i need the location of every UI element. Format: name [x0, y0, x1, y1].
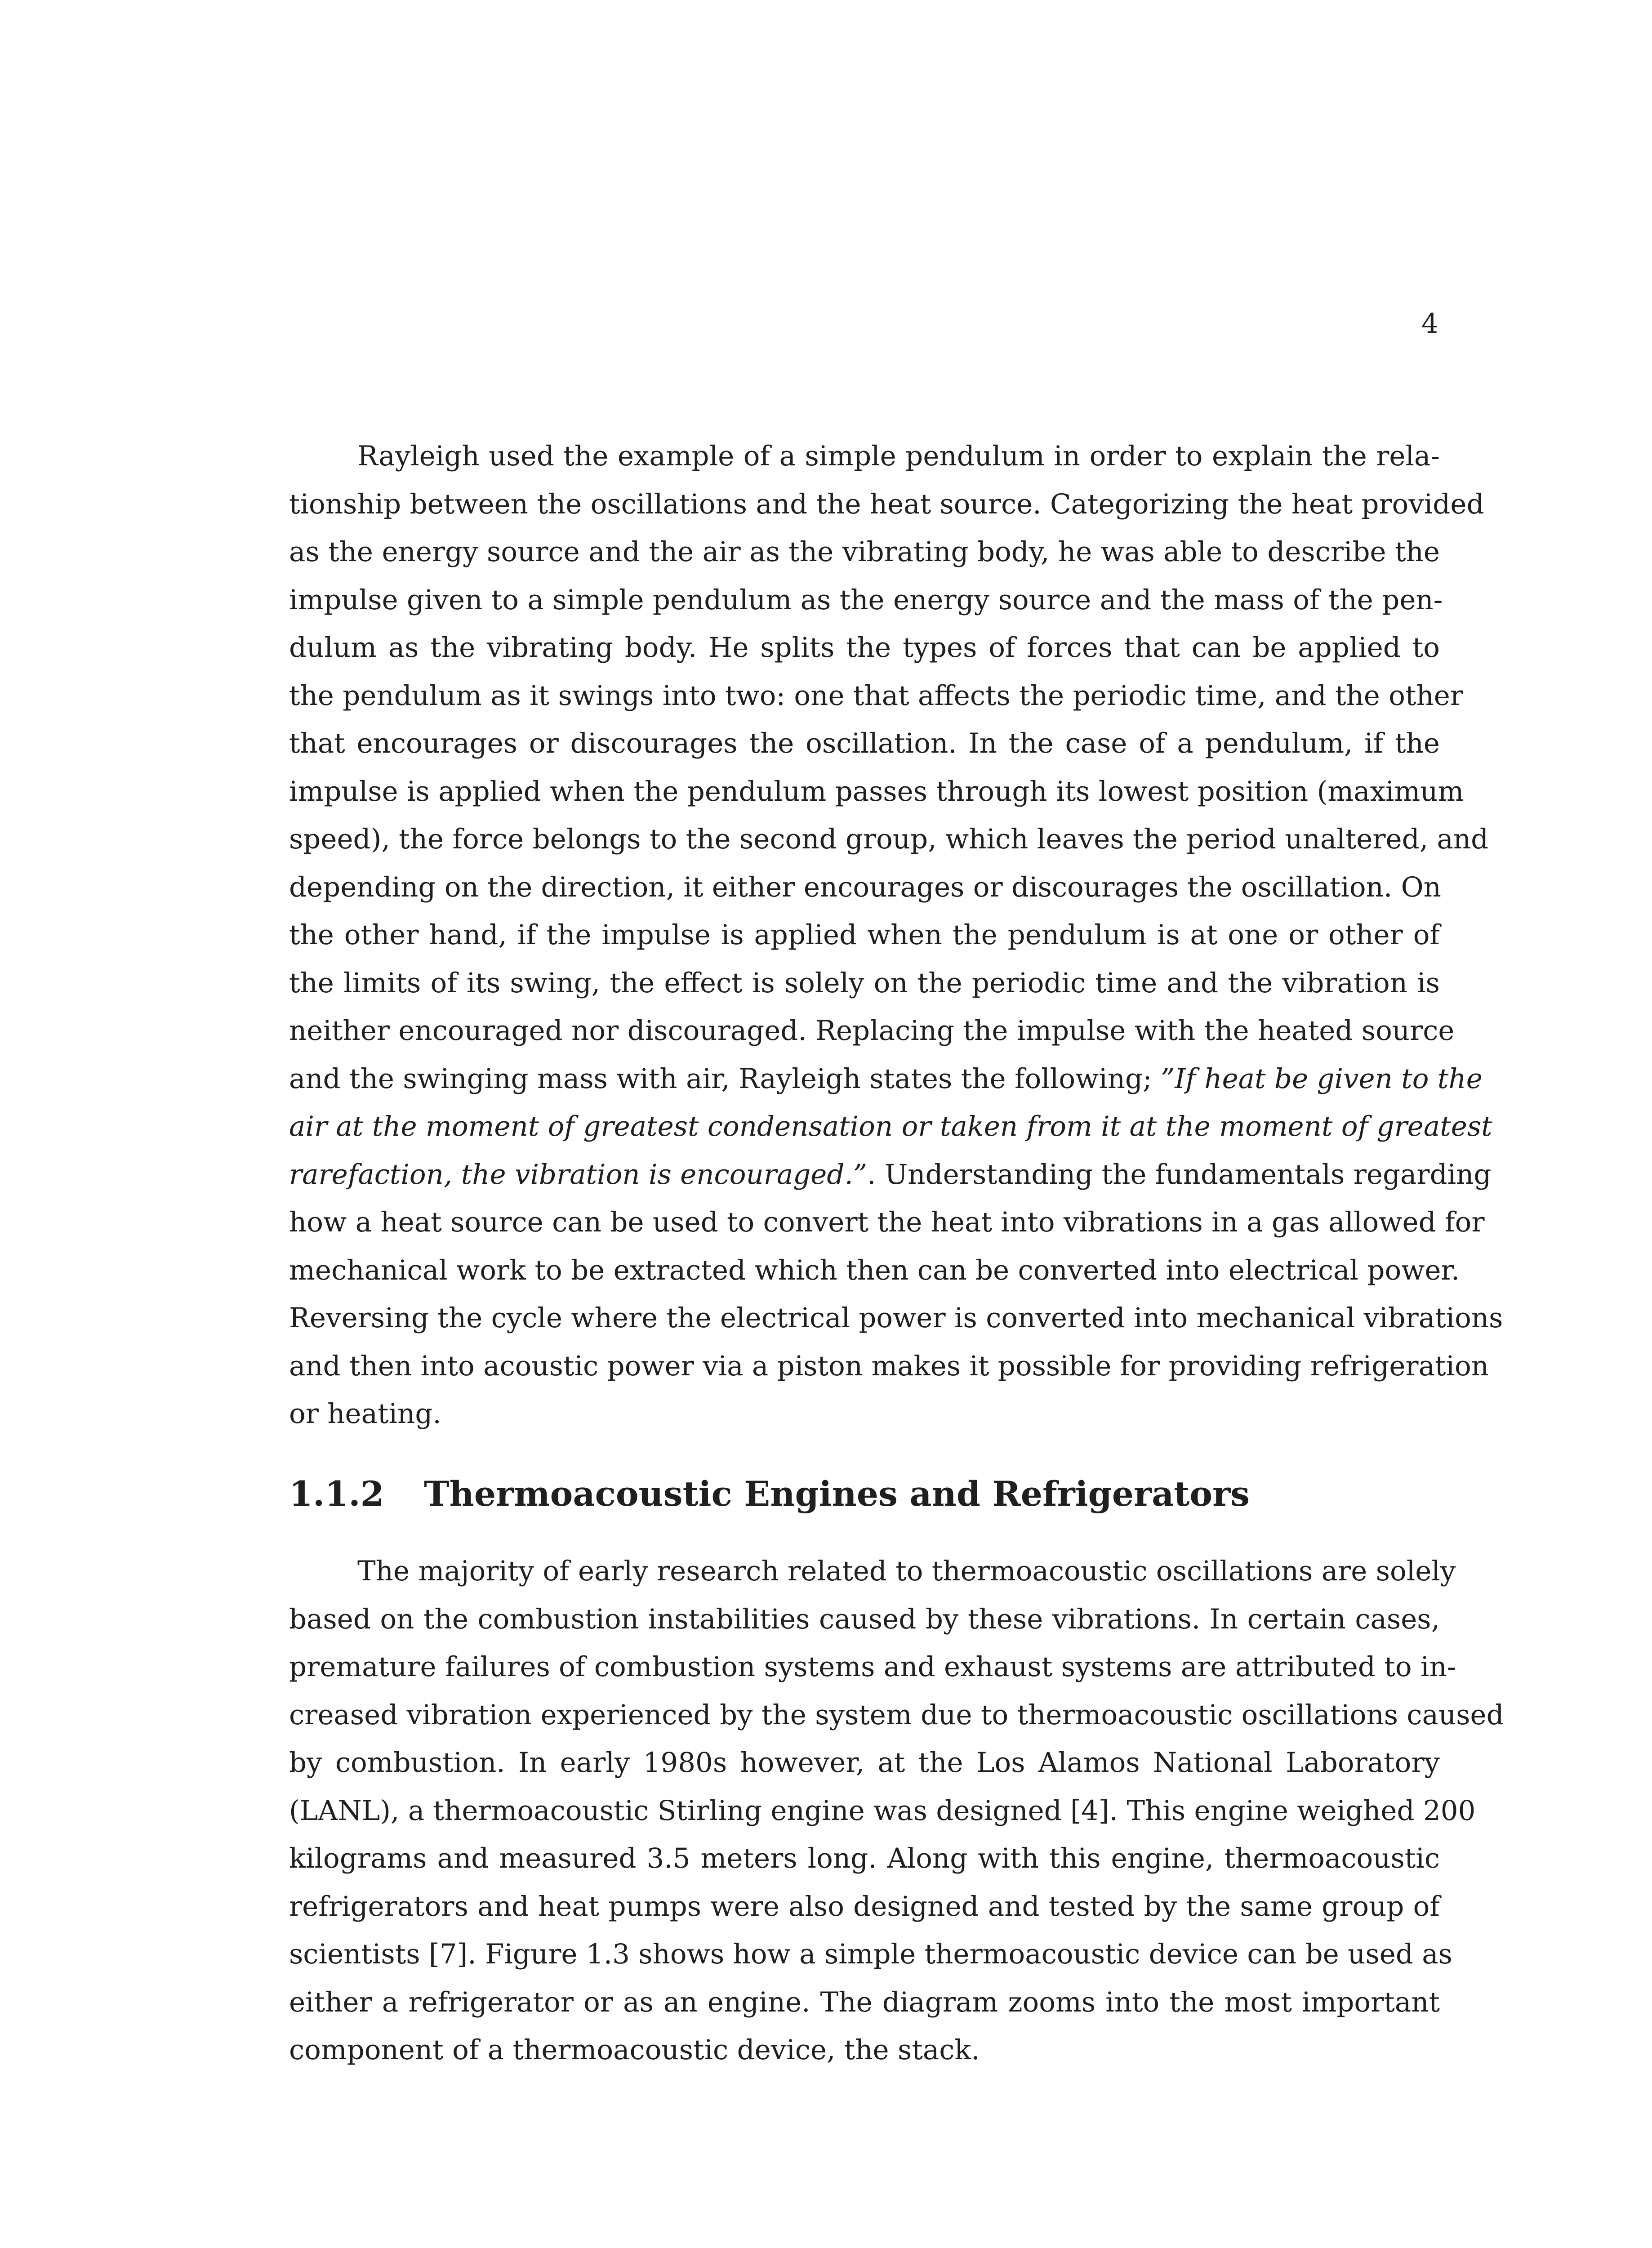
- text-line: impulse given to a simple pendulum as the energy source and the mass of the pen-: [289, 584, 1443, 616]
- text-line: [289, 1103, 1492, 1151]
- text-line: Rayleigh used the example of a simple pendulum in order to explain the rela-: [357, 440, 1440, 472]
- text-line: Reversing the cycle where the electrical power is converted into mechanical vibrations: [289, 1302, 1503, 1334]
- text-line: [289, 1055, 1483, 1103]
- text-line: scientists [7]. Figure 1.3 shows how a simple thermoacoustic device can be used as: [289, 1938, 1452, 1970]
- text-line: depending on the direction, it either encourages or discourages the oscillation. On: [289, 871, 1441, 903]
- text-line: component of a thermoacoustic device, the stack.: [289, 2034, 980, 2066]
- text-line: how a heat source can be used to convert the heat into vibrations in a gas allowed for: [289, 1206, 1485, 1238]
- text-line: mechanical work to be extracted which then can be converted into electrical power.: [289, 1254, 1460, 1286]
- rayleigh-quote-middle: air at the moment of greatest condensation or taken from it at the moment of greatest: [289, 1111, 1492, 1142]
- text-line: the other hand, if the impulse is applied when the pendulum is at one or other of: [289, 919, 1440, 951]
- paragraph-thermoacoustic-engines: [289, 1548, 1504, 2074]
- text-line: premature failures of combustion systems and exhaust systems are attributed to in-: [289, 1651, 1456, 1683]
- text-line: based on the combustion instabilities caused by these vibrations. In certain cases,: [289, 1603, 1440, 1635]
- text-line: (LANL), a thermoacoustic Stirling engine was designed [4]. This engine weighed 200: [289, 1794, 1476, 1827]
- text-line: The majority of early research related to thermoacoustic oscillations are solely: [357, 1555, 1456, 1587]
- page-number: 4: [1421, 308, 1438, 339]
- text-line: tionship between the oscillations and the heat source. Categorizing the heat provided: [289, 488, 1484, 520]
- text-line: by combustion. In early 1980s however, at the Los Alamos National Laboratory: [289, 1747, 1440, 1779]
- section-heading: [289, 1474, 1250, 1514]
- paragraph-rayleigh: [289, 433, 1503, 1438]
- text-run: and the swinging mass with air, Rayleigh states the following;: [289, 1062, 1161, 1095]
- text-line: [289, 1151, 1492, 1199]
- text-line: and then into acoustic power via a piston makes it possible for providing refrigeration: [289, 1350, 1489, 1382]
- text-line: or heating.: [289, 1398, 441, 1430]
- text-line: refrigerators and heat pumps were also designed and tested by the same group of: [289, 1890, 1440, 1922]
- text-line: dulum as the vibrating body. He splits the types of forces that can be applied to: [289, 632, 1440, 664]
- text-line: the limits of its swing, the effect is solely on the periodic time and the vibration is: [289, 967, 1440, 999]
- section-number: 1.1.2: [289, 1474, 384, 1514]
- text-line: that encourages or discourages the oscillation. In the case of a pendulum, if the: [289, 727, 1440, 759]
- text-line: the pendulum as it swings into two: one that affects the periodic time, and the other: [289, 679, 1464, 712]
- text-run: . Understanding the fundamentals regarding: [867, 1158, 1492, 1191]
- rayleigh-quote-start: ”If heat be given to the: [1161, 1062, 1483, 1095]
- text-line: impulse is applied when the pendulum passes through its lowest position (maximum: [289, 775, 1464, 807]
- section-title: Thermoacoustic Engines and Refrigerators: [424, 1474, 1250, 1514]
- rayleigh-quote-end: rarefaction, the vibration is encouraged.”: [289, 1158, 868, 1191]
- text-line: creased vibration experienced by the system due to thermoacoustic oscillations caused: [289, 1699, 1504, 1731]
- text-line: either a refrigerator or as an engine. The diagram zooms into the most important: [289, 1986, 1440, 2018]
- text-line: kilograms and measured 3.5 meters long. Along with this engine, thermoacoustic: [289, 1842, 1440, 1874]
- text-line: neither encouraged nor discouraged. Replacing the impulse with the heated source: [289, 1015, 1455, 1047]
- text-line: as the energy source and the air as the vibrating body, he was able to describe the: [289, 536, 1440, 568]
- text-line: speed), the force belongs to the second group, which leaves the period unaltered, and: [289, 823, 1489, 855]
